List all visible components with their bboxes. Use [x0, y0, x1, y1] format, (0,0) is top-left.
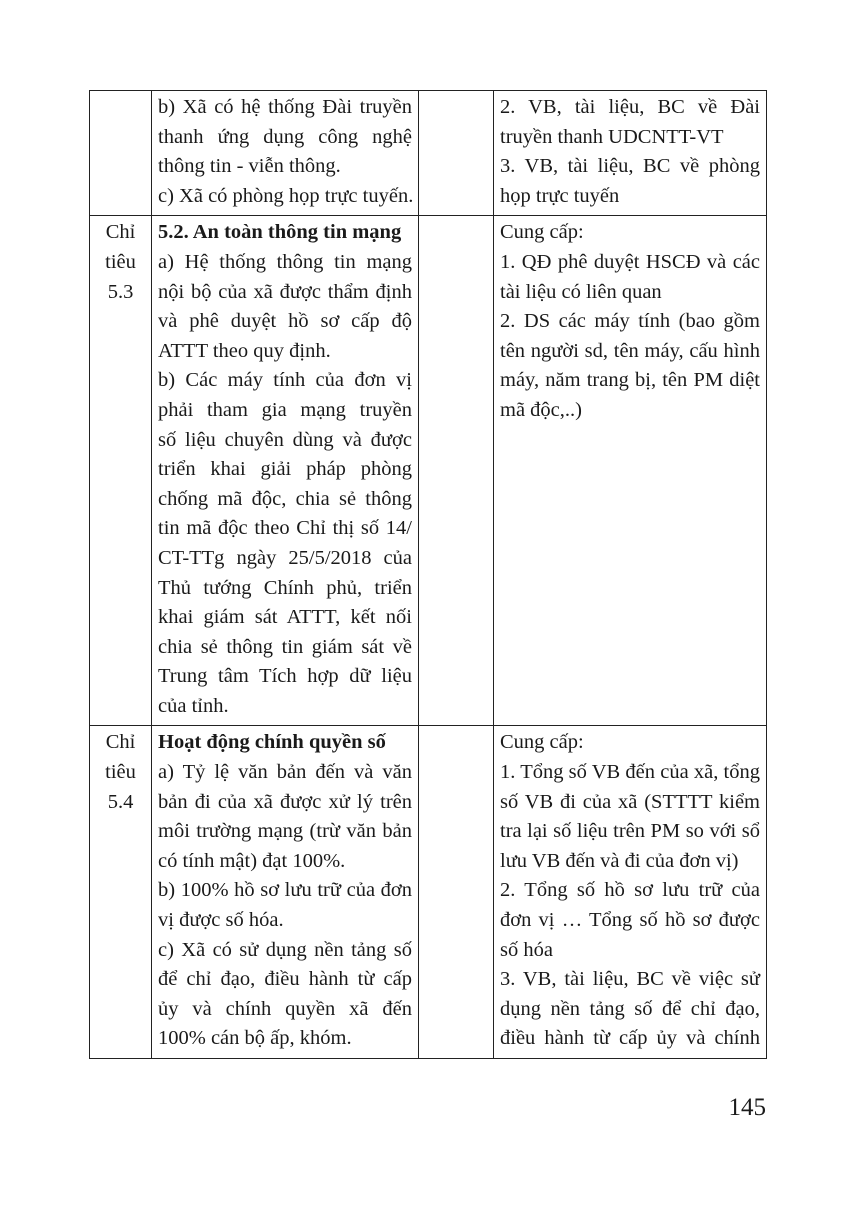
table-row [90, 726, 767, 1059]
empty-cell [419, 216, 494, 726]
cell-text-line: và phê duyệt hồ sơ cấp độ [158, 310, 412, 333]
criterion-id-line: 5.3 [107, 280, 134, 303]
cell-text-line: số VB đi của xã (STTTT kiểm [500, 790, 760, 813]
cell-text-line: 2. Tổng số hồ sơ lưu trữ của [500, 879, 760, 902]
cell-text-line: để chỉ đạo, điều hành từ cấp [158, 968, 412, 991]
criterion-id-line: Chỉ [105, 221, 136, 244]
cell-text-line: phải tham gia mạng truyền [158, 398, 412, 421]
criterion-id-line: 5.4 [107, 790, 134, 813]
evidence-cell [494, 726, 767, 1059]
cell-text-line: a) Hệ thống thông tin mạng [158, 250, 412, 273]
cell-text-line: chia sẻ thông tin giám sát về [158, 635, 412, 658]
cell-text-line: nội bộ của xã được thẩm định [158, 280, 412, 303]
cell-text-line: 3. VB, tài liệu, BC về việc sử [500, 968, 760, 991]
cell-text-line: có tính mật) đạt 100%. [158, 849, 346, 872]
cell-text-line: Thủ tướng Chính phủ, triển [158, 576, 412, 599]
cell-text-line: dụng nền tảng số để chỉ đạo, [500, 997, 760, 1020]
criterion-id-cell [90, 726, 152, 1059]
cell-text-line: b) 100% hồ sơ lưu trữ của đơn [158, 879, 412, 902]
page-number: 145 [728, 1094, 766, 1121]
criterion-id-line: tiêu [105, 250, 136, 273]
cell-text-line: chống mã độc, chia sẻ thông [158, 487, 412, 510]
cell-text-line: Cung cấp: [500, 221, 584, 244]
cell-text-line: bản đi của xã được xử lý trên [158, 790, 412, 813]
cell-text-line: vị được số hóa. [158, 909, 284, 932]
evidence-cell [494, 91, 767, 216]
criteria-table-body [90, 91, 767, 1059]
section-heading: Hoạt động chính quyền số [158, 731, 386, 754]
cell-text-line: tra lại số liệu trên PM so với sổ [500, 820, 760, 843]
empty-cell [419, 726, 494, 1059]
cell-text-line: số hóa [500, 938, 553, 961]
cell-text-line: môi trường mạng (trừ văn bản [158, 820, 412, 843]
cell-text-line: CT-TTg ngày 25/5/2018 của [158, 546, 412, 569]
cell-text-line: b) Các máy tính của đơn vị [158, 369, 412, 392]
criterion-id-cell [90, 91, 152, 216]
cell-text-line: triển khai giải pháp phòng [158, 458, 412, 481]
criterion-content-cell [152, 91, 419, 216]
cell-text-line: mã độc,..) [500, 398, 582, 421]
criterion-id-line: tiêu [105, 761, 136, 784]
evidence-cell [494, 216, 767, 726]
table-row [90, 216, 767, 726]
empty-cell [419, 91, 494, 216]
cell-text-line: máy, năm trang bị, tên PM diệt [500, 369, 760, 392]
cell-text-line: truyền thanh UDCNTT-VT [500, 125, 724, 148]
cell-text-line: c) Xã có sử dụng nền tảng số [158, 938, 412, 961]
cell-text-line: 2. VB, tài liệu, BC về Đài [500, 96, 760, 118]
criterion-content-cell [152, 726, 419, 1059]
cell-text-line: tài liệu có liên quan [500, 280, 662, 303]
cell-text-line: điều hành từ cấp ủy và chính [500, 1027, 760, 1050]
cell-text-line: ủy và chính quyền xã đến [158, 997, 412, 1020]
cell-text-line: số liệu chuyên dùng và được [158, 428, 412, 451]
criterion-content-cell [152, 216, 419, 726]
cell-text-line: ATTT theo quy định. [158, 339, 331, 362]
criterion-id-line: Chỉ [105, 731, 136, 754]
cell-text-line: khai giám sát ATTT, kết nối [158, 606, 412, 629]
cell-text-line: b) Xã có hệ thống Đài truyền [158, 96, 412, 118]
cell-text-line: Cung cấp: [500, 731, 584, 754]
criteria-table [89, 90, 767, 1059]
cell-text-line: tên người sd, tên máy, cấu hình [500, 339, 760, 362]
cell-text-line: Trung tâm Tích hợp dữ liệu [158, 665, 412, 688]
cell-text-line: 100% cán bộ ấp, khóm. [158, 1027, 352, 1050]
cell-text-line: họp trực tuyến [500, 184, 620, 207]
cell-text-line: thông tin - viễn thông. [158, 155, 341, 178]
cell-text-line: 2. DS các máy tính (bao gồm [500, 310, 760, 333]
section-heading: 5.2. An toàn thông tin mạng [158, 221, 402, 244]
cell-text-line: thanh ứng dụng công nghệ [158, 125, 412, 148]
cell-text-line: tin mã độc theo Chỉ thị số 14/ [158, 517, 412, 540]
cell-text-line: a) Tỷ lệ văn bản đến và văn [158, 761, 412, 784]
cell-text-line: 1. Tổng số VB đến của xã, tổng [500, 761, 760, 784]
criterion-id-cell [90, 216, 152, 726]
cell-text-line: đơn vị … Tổng số hồ sơ được [500, 909, 760, 932]
cell-text-line: lưu VB đến và đi của đơn vị) [500, 849, 739, 872]
cell-text-line: của tỉnh. [158, 694, 229, 717]
table-row [90, 91, 767, 216]
cell-text-line: c) Xã có phòng họp trực tuyến. [158, 184, 414, 207]
cell-text-line: 1. QĐ phê duyệt HSCĐ và các [500, 250, 760, 273]
cell-text-line: 3. VB, tài liệu, BC về phòng [500, 155, 760, 178]
